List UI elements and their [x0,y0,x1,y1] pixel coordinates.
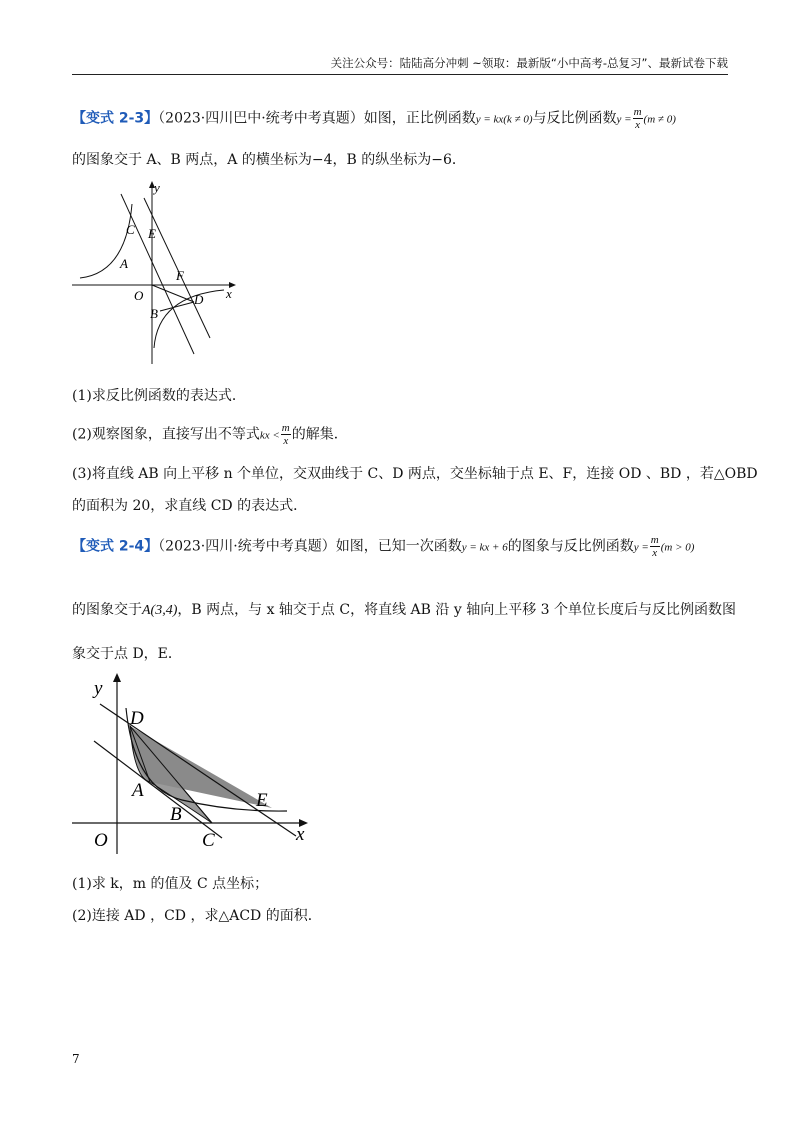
label-c: C [126,222,135,237]
question-1-3-line2: 的面积为 20，求直线 CD 的表达式． [72,498,308,514]
label-e: E [148,226,156,241]
question-2-1: (1)求 k，m 的值及 C 点坐标； [72,876,269,892]
label-b: B [150,306,158,321]
label-x: x [226,286,232,301]
problem-2-4-line3: 象交于点 D，E． [72,646,182,662]
problem-source: （2023·四川巴中·统考中考真题）如图，正比例函数 [158,110,476,127]
label-d: D [130,708,144,729]
problem-tag: 【变式 2-3】 [72,110,159,127]
formula-condition: (m ≠ 0) [643,113,676,126]
fraction: $\frac{m}{x}$ [281,422,290,447]
problem-text: 与反比例函数 [532,110,617,127]
label-d: D [194,292,204,307]
label-o: O [94,830,108,851]
label-a: A [132,780,144,801]
label-e: E [256,790,268,811]
label-f: F [176,268,184,283]
page-header: 关注公众号：陆陆高分冲刺 ~领取：最新版“小中高考-总复习”、最新试卷下载 [72,56,728,75]
fraction: $\frac{m}{x}$ [633,106,642,131]
formula-linear: y = kx(k ≠ 0) [475,113,533,126]
problem-2-4-line2: 的图象交于A(3,4)，B 两点，与 x 轴交于点 C，将直线 AB 沿 y 轴向上平移 3 个单位长度后与反比例函数图 [72,602,737,618]
fraction: $\frac{m}{x}$ [650,534,659,559]
segment-od [152,285,194,302]
formula-inverse-lhs: y = [633,541,649,554]
question-1-1: (1)求反比例函数的表达式． [72,388,246,404]
formula-inverse-lhs: y = [616,113,632,126]
page-number: 7 [72,1052,80,1066]
label-y: y [154,180,160,195]
problem-text: 的图象与反比例函数 [507,538,634,555]
formula-condition: (m > 0) [660,541,695,554]
label-b: B [170,804,182,825]
figure-2 [72,668,322,858]
problem-tag: 【变式 2-4】 [72,538,159,555]
problem-2-3-line1 [72,106,732,131]
question-1-2: (2)观察图象，直接写出不等式kx < $\frac{m}{x}$ 的解集． [72,422,348,447]
label-a: A [120,256,128,271]
label-c: C [202,830,215,851]
label-y: y [94,678,103,699]
figure-1 [66,176,246,366]
problem-2-3-line2: 的图象交于 A、B 两点，A 的横坐标为−4，B 的纵坐标为−6． [72,152,466,168]
point-a: A(3,4) [142,603,178,618]
problem-source: （2023·四川·统考中考真题）如图，已知一次函数 [158,538,462,555]
label-o: O [134,288,144,303]
question-2-2: (2)连接 AD ，CD ，求△ACD 的面积． [72,908,322,924]
formula-linear: y = kx + 6 [461,541,508,554]
question-1-3-line1: (3)将直线 AB 向上平移 n 个单位，交双曲线于 C、D 两点，交坐标轴于点 E、F，连接 OD 、BD ，若△OBD [72,466,758,482]
label-x: x [296,824,305,845]
segment-bd [160,302,194,311]
y-axis-arrow-icon [113,673,121,682]
problem-2-4-line1 [72,534,732,559]
hyperbola-branch-lower [154,290,224,348]
